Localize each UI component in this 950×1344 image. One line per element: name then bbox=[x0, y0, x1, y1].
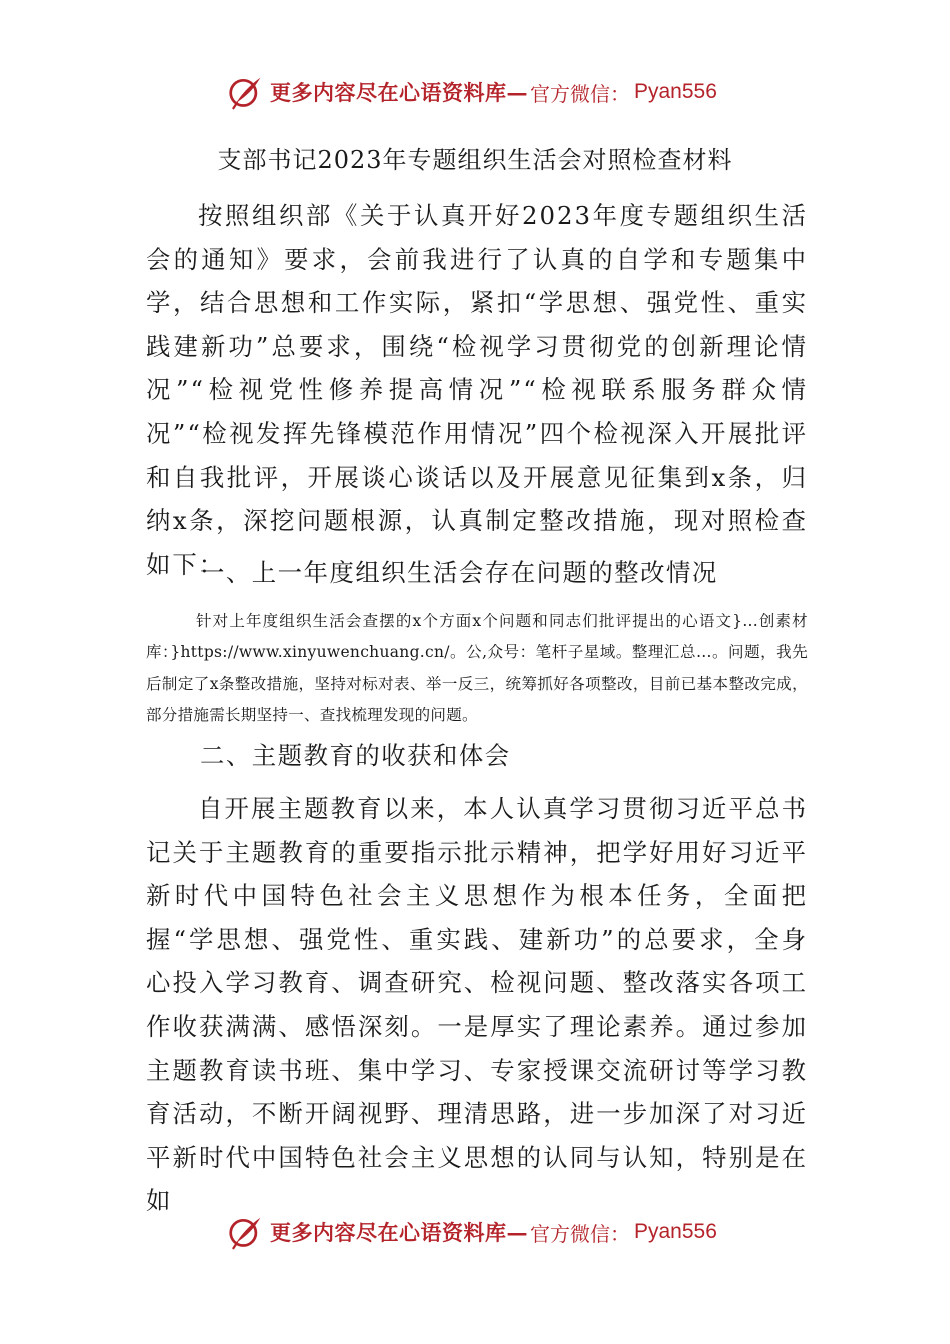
section2-body: 自开展主题教育以来，本人认真学习贯彻习近平总书记关于主题教育的重要指示批示精神，把学好用好习近平新时代中国特色社会主义思想作为根本任务，全面把握“学思想、强党性、重实践、建新功”的总要求，全身心投入学习教育、调查研究、检视问题、整改落实各项工作收获满满、感悟深刻。一是厚实了理论素养。通过参加主题教育读书班、集中学习、专家授课交流研讨等学习教育活动，不断开阔视野、理清思路，进一步加深了对习近平新时代中国特色社会主义思想的认同与认知，特别是在如 bbox=[146, 794, 808, 1216]
section1-body: 针对上年度组织生活会查摆的x个方面x个问题和同志们批评提出的心语文}...创素材库：}https://www.xinyuwenchuang.cn/。公,众号：笔杆子星域。整理汇总…。问题，我先后制定了x条整改措施，坚持对标对表、举一反三，统筹抓好各项整改，目前已基本整改完成，部分措施需长期坚持一、查找梳理发现的问题。 bbox=[146, 612, 808, 725]
header-banner bbox=[228, 72, 717, 112]
quill-pen-logo-icon bbox=[228, 1214, 264, 1250]
intro-paragraph: 按照组织部《关于认真开好2023年度专题组织生活会的通知》要求，会前我进行了认真的自学和专题集中学，结合思想和工作实际，紧扣“学思想、强党性、重实践建新功”总要求，围绕“检视学习贯彻党的创新理论情况”“检视党性修养提高情况”“检视联系服务群众情况”“检视发挥先锋模范作用情况”四个检视深入开展批评和自我批评，开展谈心谈话以及开展意见征集到x条，归纳x条，深挖问题根源，认真制定整改措施，现对照检查如下： bbox=[146, 201, 808, 579]
quill-pen-logo-icon bbox=[228, 74, 264, 110]
banner-wechat-id: Pyan556 bbox=[634, 80, 717, 103]
section2-heading: 二、主题教育的收获和体会 bbox=[200, 741, 511, 770]
banner-separator: — bbox=[506, 79, 528, 105]
banner-wechat-id: Pyan556 bbox=[634, 1220, 717, 1243]
section1-heading: 一、上一年度组织生活会存在问题的整改情况 bbox=[200, 558, 718, 587]
banner-separator: — bbox=[506, 1219, 528, 1245]
banner-wechat-label: 官方微信： bbox=[530, 1221, 630, 1246]
footer-banner bbox=[228, 1212, 717, 1252]
banner-wechat-label: 官方微信： bbox=[530, 81, 630, 106]
document-title: 支部书记2023年专题组织生活会对照检查材料 bbox=[217, 146, 733, 174]
banner-main-text: 更多内容尽在心语资料库 bbox=[270, 1220, 507, 1245]
banner-main-text: 更多内容尽在心语资料库 bbox=[270, 80, 507, 105]
